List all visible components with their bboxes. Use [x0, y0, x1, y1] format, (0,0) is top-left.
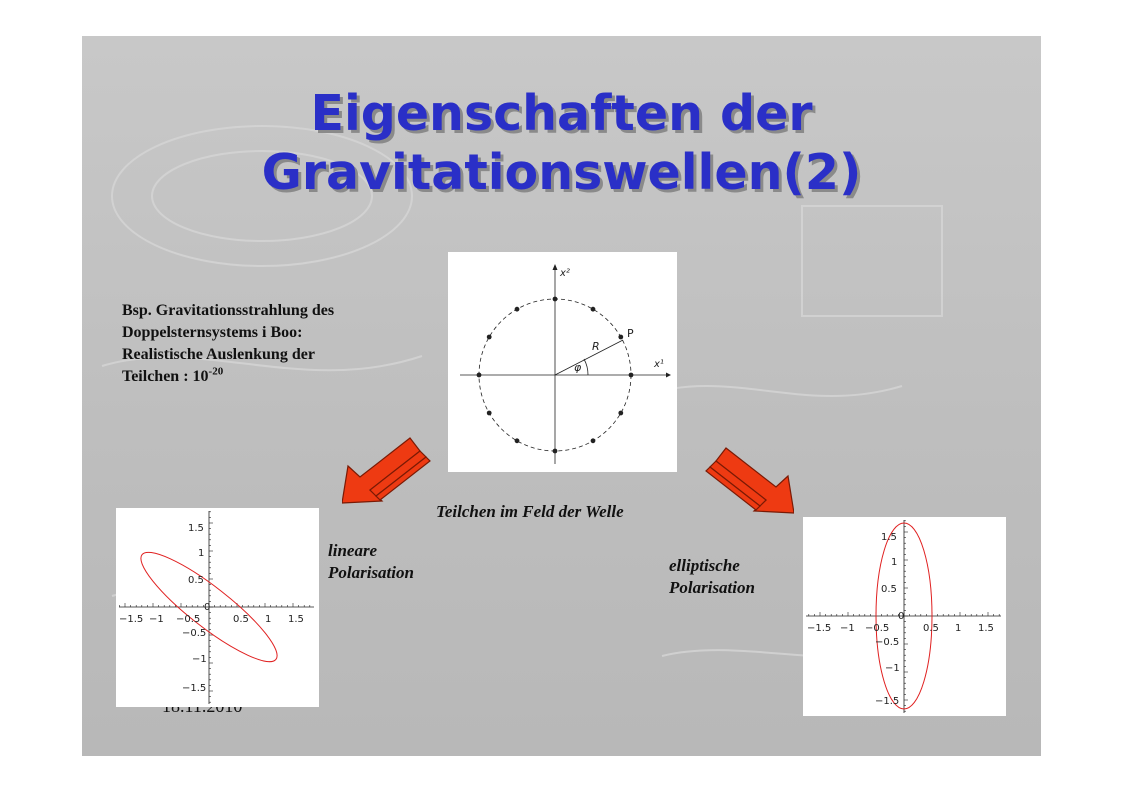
radius-label: R	[592, 340, 600, 353]
example-line-4	[122, 366, 442, 388]
angle-arc	[584, 359, 588, 375]
title-line-1: Eigenschaften der	[310, 85, 813, 142]
slide-title	[82, 84, 1041, 202]
elliptic-polarisation-plot	[803, 517, 1006, 716]
x-tick-label: 0	[204, 602, 211, 613]
angle-label: φ	[574, 361, 582, 374]
x-tick-label: 0	[898, 611, 905, 622]
x-tick-label: 0.5	[923, 623, 939, 634]
y-tick-label: −1.5	[875, 696, 900, 707]
example-line-3: Realistische Auslenkung der	[122, 346, 315, 363]
x-tick-label: −1	[840, 623, 855, 634]
x-tick-label: 1.5	[978, 623, 994, 634]
linear-polarisation-plot	[116, 508, 319, 707]
example-exponent: -20	[208, 365, 224, 378]
example-text	[122, 300, 442, 388]
y-tick-label: 1.5	[881, 532, 897, 543]
title-line-2: Gravitationswellen(2)	[261, 144, 862, 201]
x-tick-label: −1	[149, 614, 164, 625]
center-caption: Teilchen im Feld der Welle	[436, 502, 624, 521]
x-tick-label: −0.5	[176, 614, 201, 625]
x-tick-label: 1.5	[288, 614, 304, 625]
y-tick-label: −1	[192, 654, 207, 665]
elliptic-caption	[669, 555, 755, 599]
x2-axis-label: x²	[560, 268, 570, 279]
x-tick-label: −0.5	[865, 623, 890, 634]
y-tick-label: −1.5	[182, 683, 207, 694]
linear-caption	[328, 540, 414, 584]
slide	[82, 36, 1041, 756]
example-line-1: Bsp. Gravitationsstrahlung des	[122, 302, 335, 319]
radius-line	[555, 340, 623, 375]
y-tick-label: 1	[198, 548, 205, 559]
point-label: P	[627, 327, 634, 340]
x1-axis-label: x¹	[654, 359, 664, 370]
x-tick-label: 1	[265, 614, 272, 625]
x-tick-label: −1.5	[119, 614, 144, 625]
y-tick-label: −0.5	[182, 628, 207, 639]
example-line-4-text: Teilchen : 10	[122, 368, 209, 385]
arrow-to-elliptic	[694, 446, 794, 518]
example-line-2: Doppelsternsystems i Boo:	[122, 324, 303, 341]
x-tick-label: 1	[955, 623, 962, 634]
linear-caption-line-1: lineare	[328, 541, 378, 560]
arrow-to-linear	[342, 436, 442, 508]
y-tick-label: 1	[891, 557, 898, 568]
x-tick-label: −1.5	[807, 623, 832, 634]
x-tick-label: 0.5	[233, 614, 249, 625]
y-tick-label: −0.5	[875, 637, 900, 648]
x1-axis-arrow	[666, 373, 671, 378]
y-tick-label: 0.5	[881, 584, 897, 595]
y-tick-label: 1.5	[188, 523, 204, 534]
elliptic-caption-line-1: elliptische	[669, 556, 740, 575]
x2-axis-arrow	[553, 264, 558, 270]
elliptic-caption-line-2: Polarisation	[669, 578, 755, 597]
y-tick-label: −1	[885, 663, 900, 674]
linear-caption-line-2: Polarisation	[328, 563, 414, 582]
particle-ring-diagram	[448, 252, 677, 472]
y-tick-label: 0.5	[188, 575, 204, 586]
